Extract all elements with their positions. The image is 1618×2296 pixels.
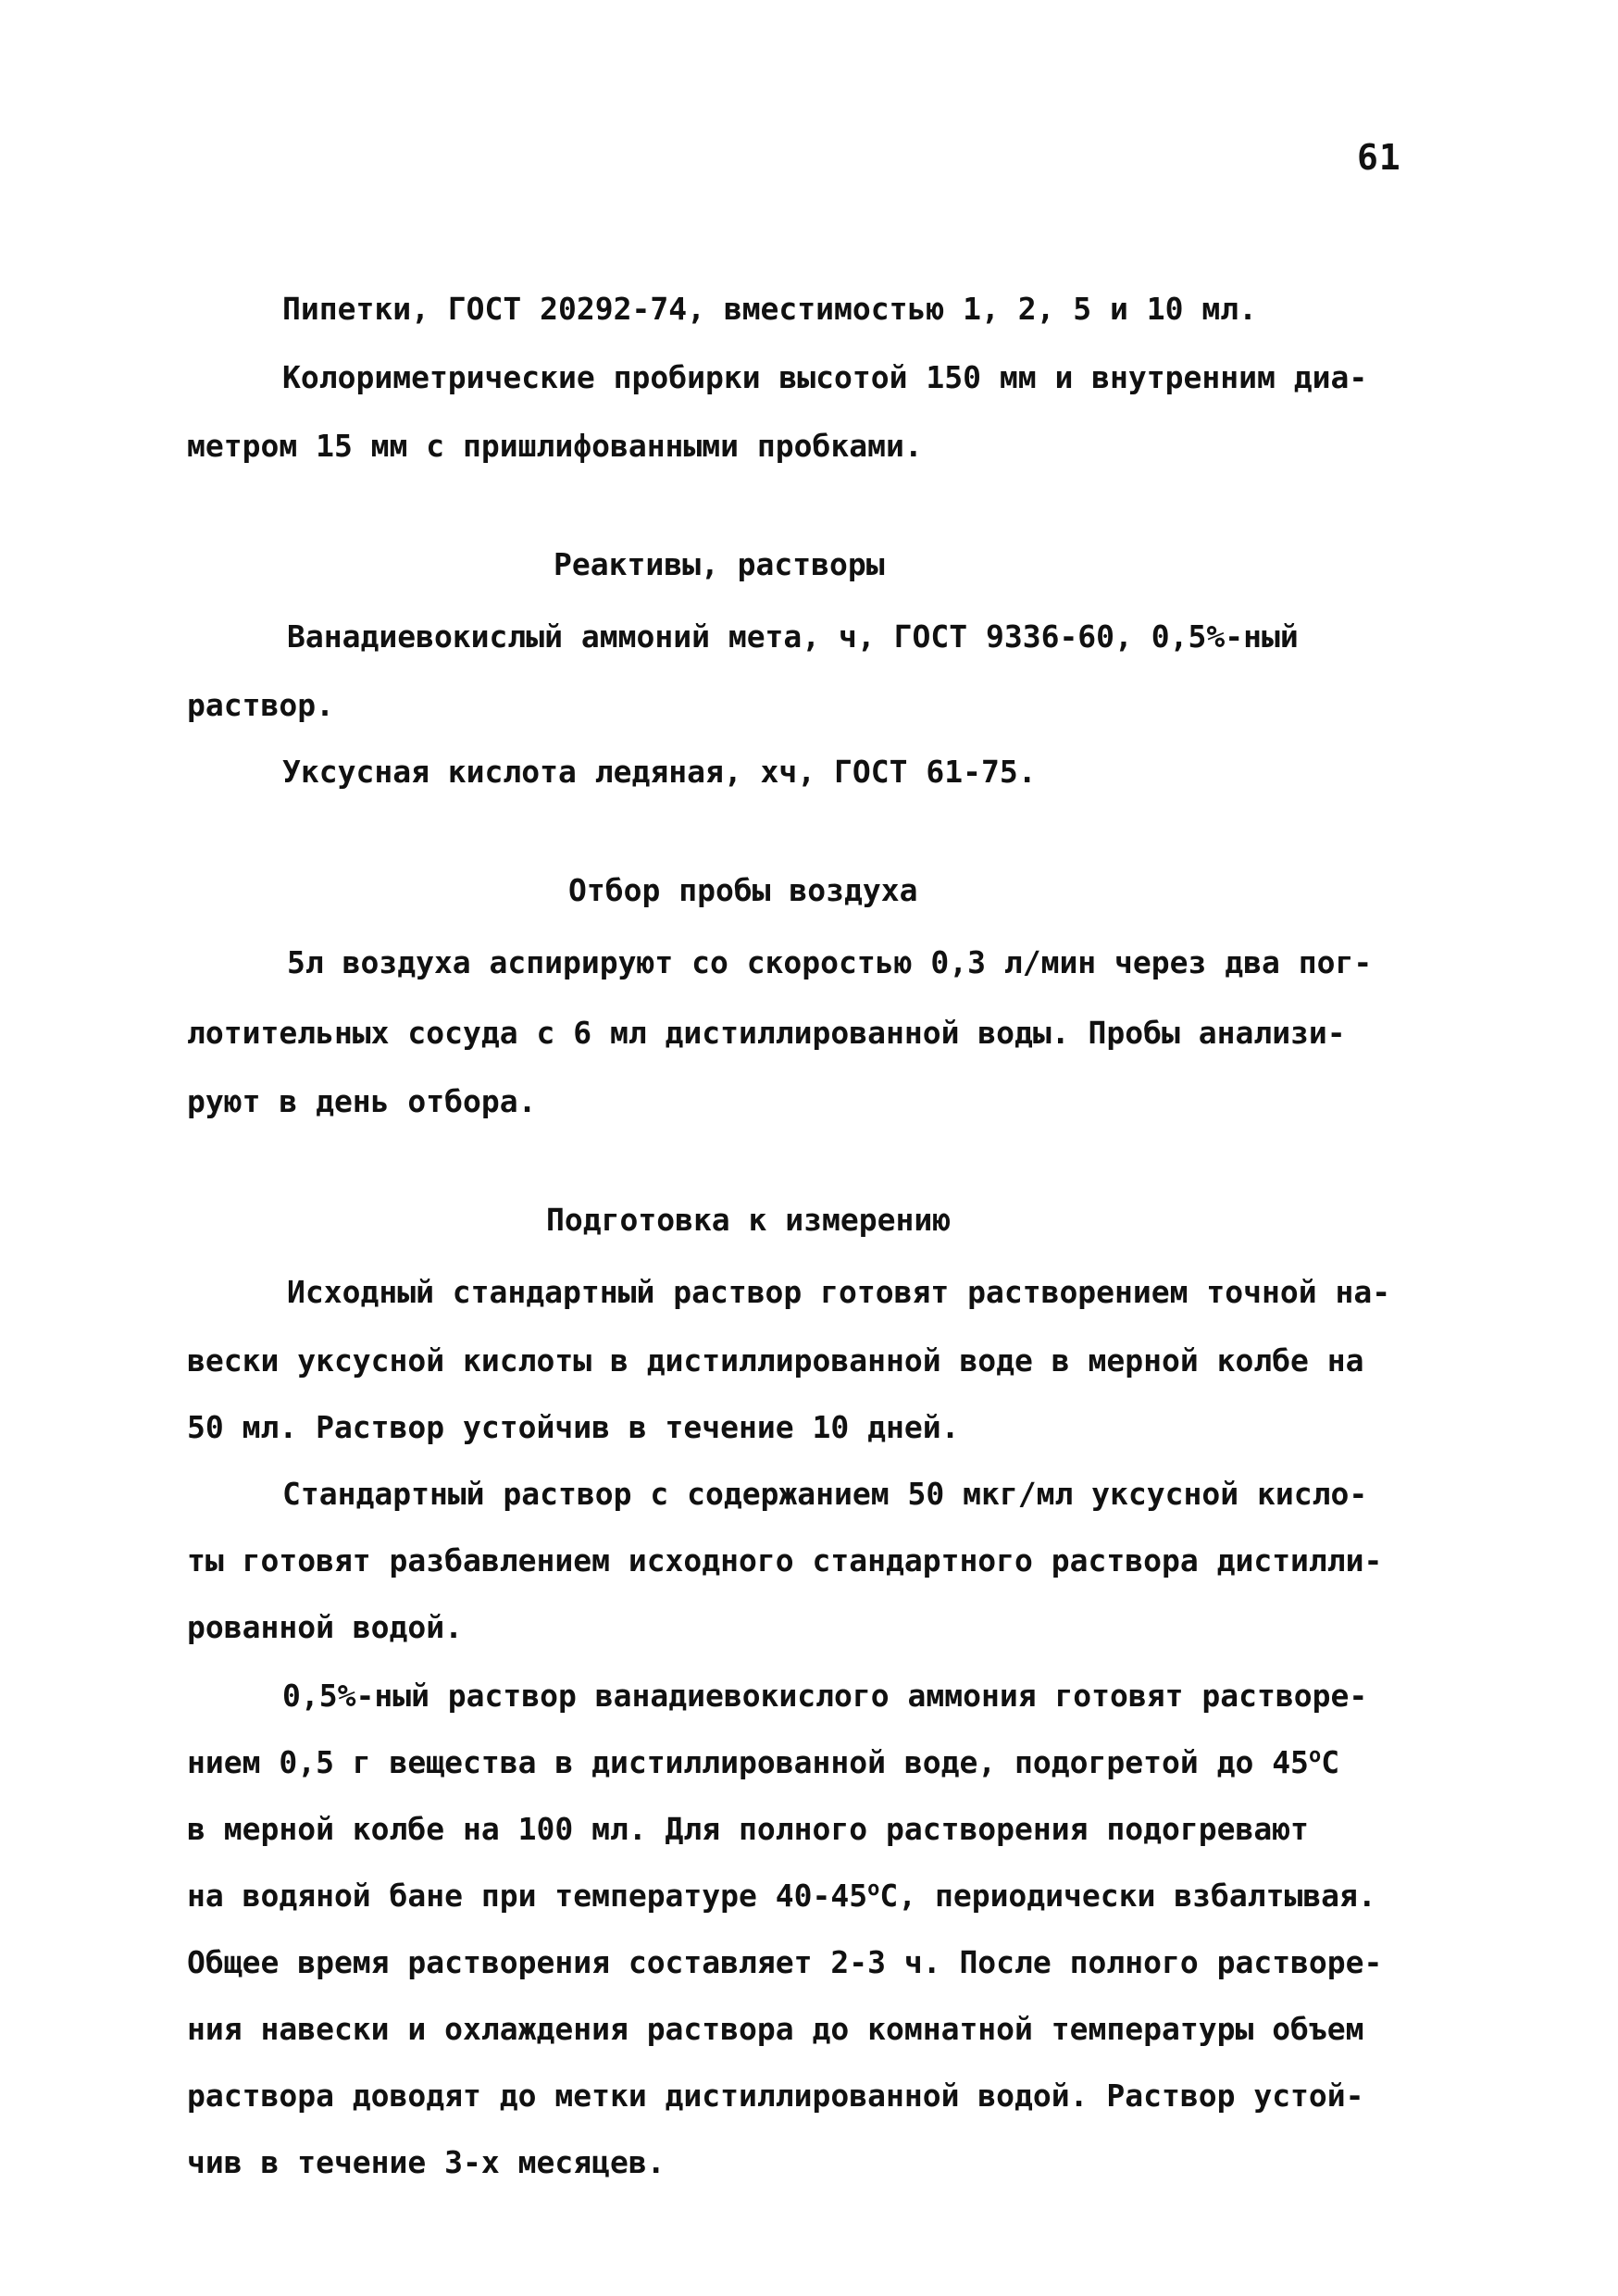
preparation-p3-line-7: раствора доводят до метки дистиллированной водой. Раствор устой- bbox=[187, 2078, 1364, 2114]
preparation-p2-line-3: рованной водой. bbox=[187, 1609, 464, 1645]
reagents-heading: Реактивы, растворы bbox=[554, 546, 885, 582]
preparation-p3-line-4-text: на водяной бане при температуре 40-45 bbox=[187, 1878, 868, 1914]
preparation-p3-line-2 bbox=[187, 1744, 1618, 1781]
degree-sign: o bbox=[1308, 1744, 1322, 1767]
preparation-p2-line-1: Стандартный раствор с содержанием 50 мкг/мл уксусной кисло- bbox=[282, 1476, 1368, 1512]
preparation-p3-line-5: Общее время растворения составляет 2-3 ч. После полного растворе- bbox=[187, 1944, 1383, 1980]
reagents-line-1: Ванадиевокислый аммоний мета, ч, ГОСТ 9336-60, 0,5%-ный bbox=[287, 618, 1299, 655]
sampling-line-3: руют в день отбора. bbox=[187, 1083, 537, 1119]
page-number: 61 bbox=[1357, 137, 1401, 178]
degree-sign: o bbox=[867, 1878, 880, 1901]
preparation-p2-line-2: ты готовят разбавлением исходного стандартного раствора дистилли- bbox=[187, 1542, 1383, 1578]
equipment-line-3: метром 15 мм с пришлифованными пробками. bbox=[187, 428, 923, 464]
equipment-line-2: Колориметрические пробирки высотой 150 мм и внутренним диа- bbox=[282, 359, 1368, 395]
preparation-heading: Подготовка к измерению bbox=[546, 1202, 952, 1238]
preparation-p3-line-4-rest: С, периодически взбалтывая. bbox=[879, 1878, 1376, 1914]
equipment-line-1: Пипетки, ГОСТ 20292-74, вместимостью 1, 2, 5 и 10 мл. bbox=[282, 291, 1257, 327]
sampling-heading: Отбор пробы воздуха bbox=[568, 872, 918, 908]
preparation-p1-line-2: вески уксусной кислоты в дистиллированной воде в мерной колбе на bbox=[187, 1342, 1364, 1379]
preparation-p3-line-1: 0,5%-ный раствор ванадиевокислого аммония готовят растворе- bbox=[282, 1678, 1368, 1714]
preparation-p1-line-1: Исходный стандартный раствор готовят растворением точной на- bbox=[287, 1274, 1391, 1310]
preparation-p3-line-6: ния навески и охлаждения раствора до комнатной температуры объем bbox=[187, 2011, 1364, 2047]
preparation-p1-line-3: 50 мл. Раствор устойчив в течение 10 дней. bbox=[187, 1409, 960, 1445]
sampling-line-1: 5л воздуха аспирируют со скоростью 0,3 л/мин через два пог- bbox=[287, 944, 1373, 980]
preparation-p3-line-2-unit: С bbox=[1321, 1744, 1340, 1780]
preparation-p3-line-3: в мерной колбе на 100 мл. Для полного растворения подогревают bbox=[187, 1811, 1309, 1847]
preparation-p3-line-8: чив в течение 3-х месяцев. bbox=[187, 2144, 666, 2180]
reagents-line-3: Уксусная кислота ледяная, хч, ГОСТ 61-75. bbox=[282, 754, 1037, 790]
reagents-line-2: раствор. bbox=[187, 687, 334, 723]
preparation-p3-line-4 bbox=[187, 1878, 1618, 1915]
preparation-p3-line-2-text: нием 0,5 г вещества в дистиллированной воде, подогретой до 45 bbox=[187, 1744, 1309, 1780]
sampling-line-2: лотительных сосуда с 6 мл дистиллированной воды. Пробы анализи- bbox=[187, 1015, 1346, 1051]
